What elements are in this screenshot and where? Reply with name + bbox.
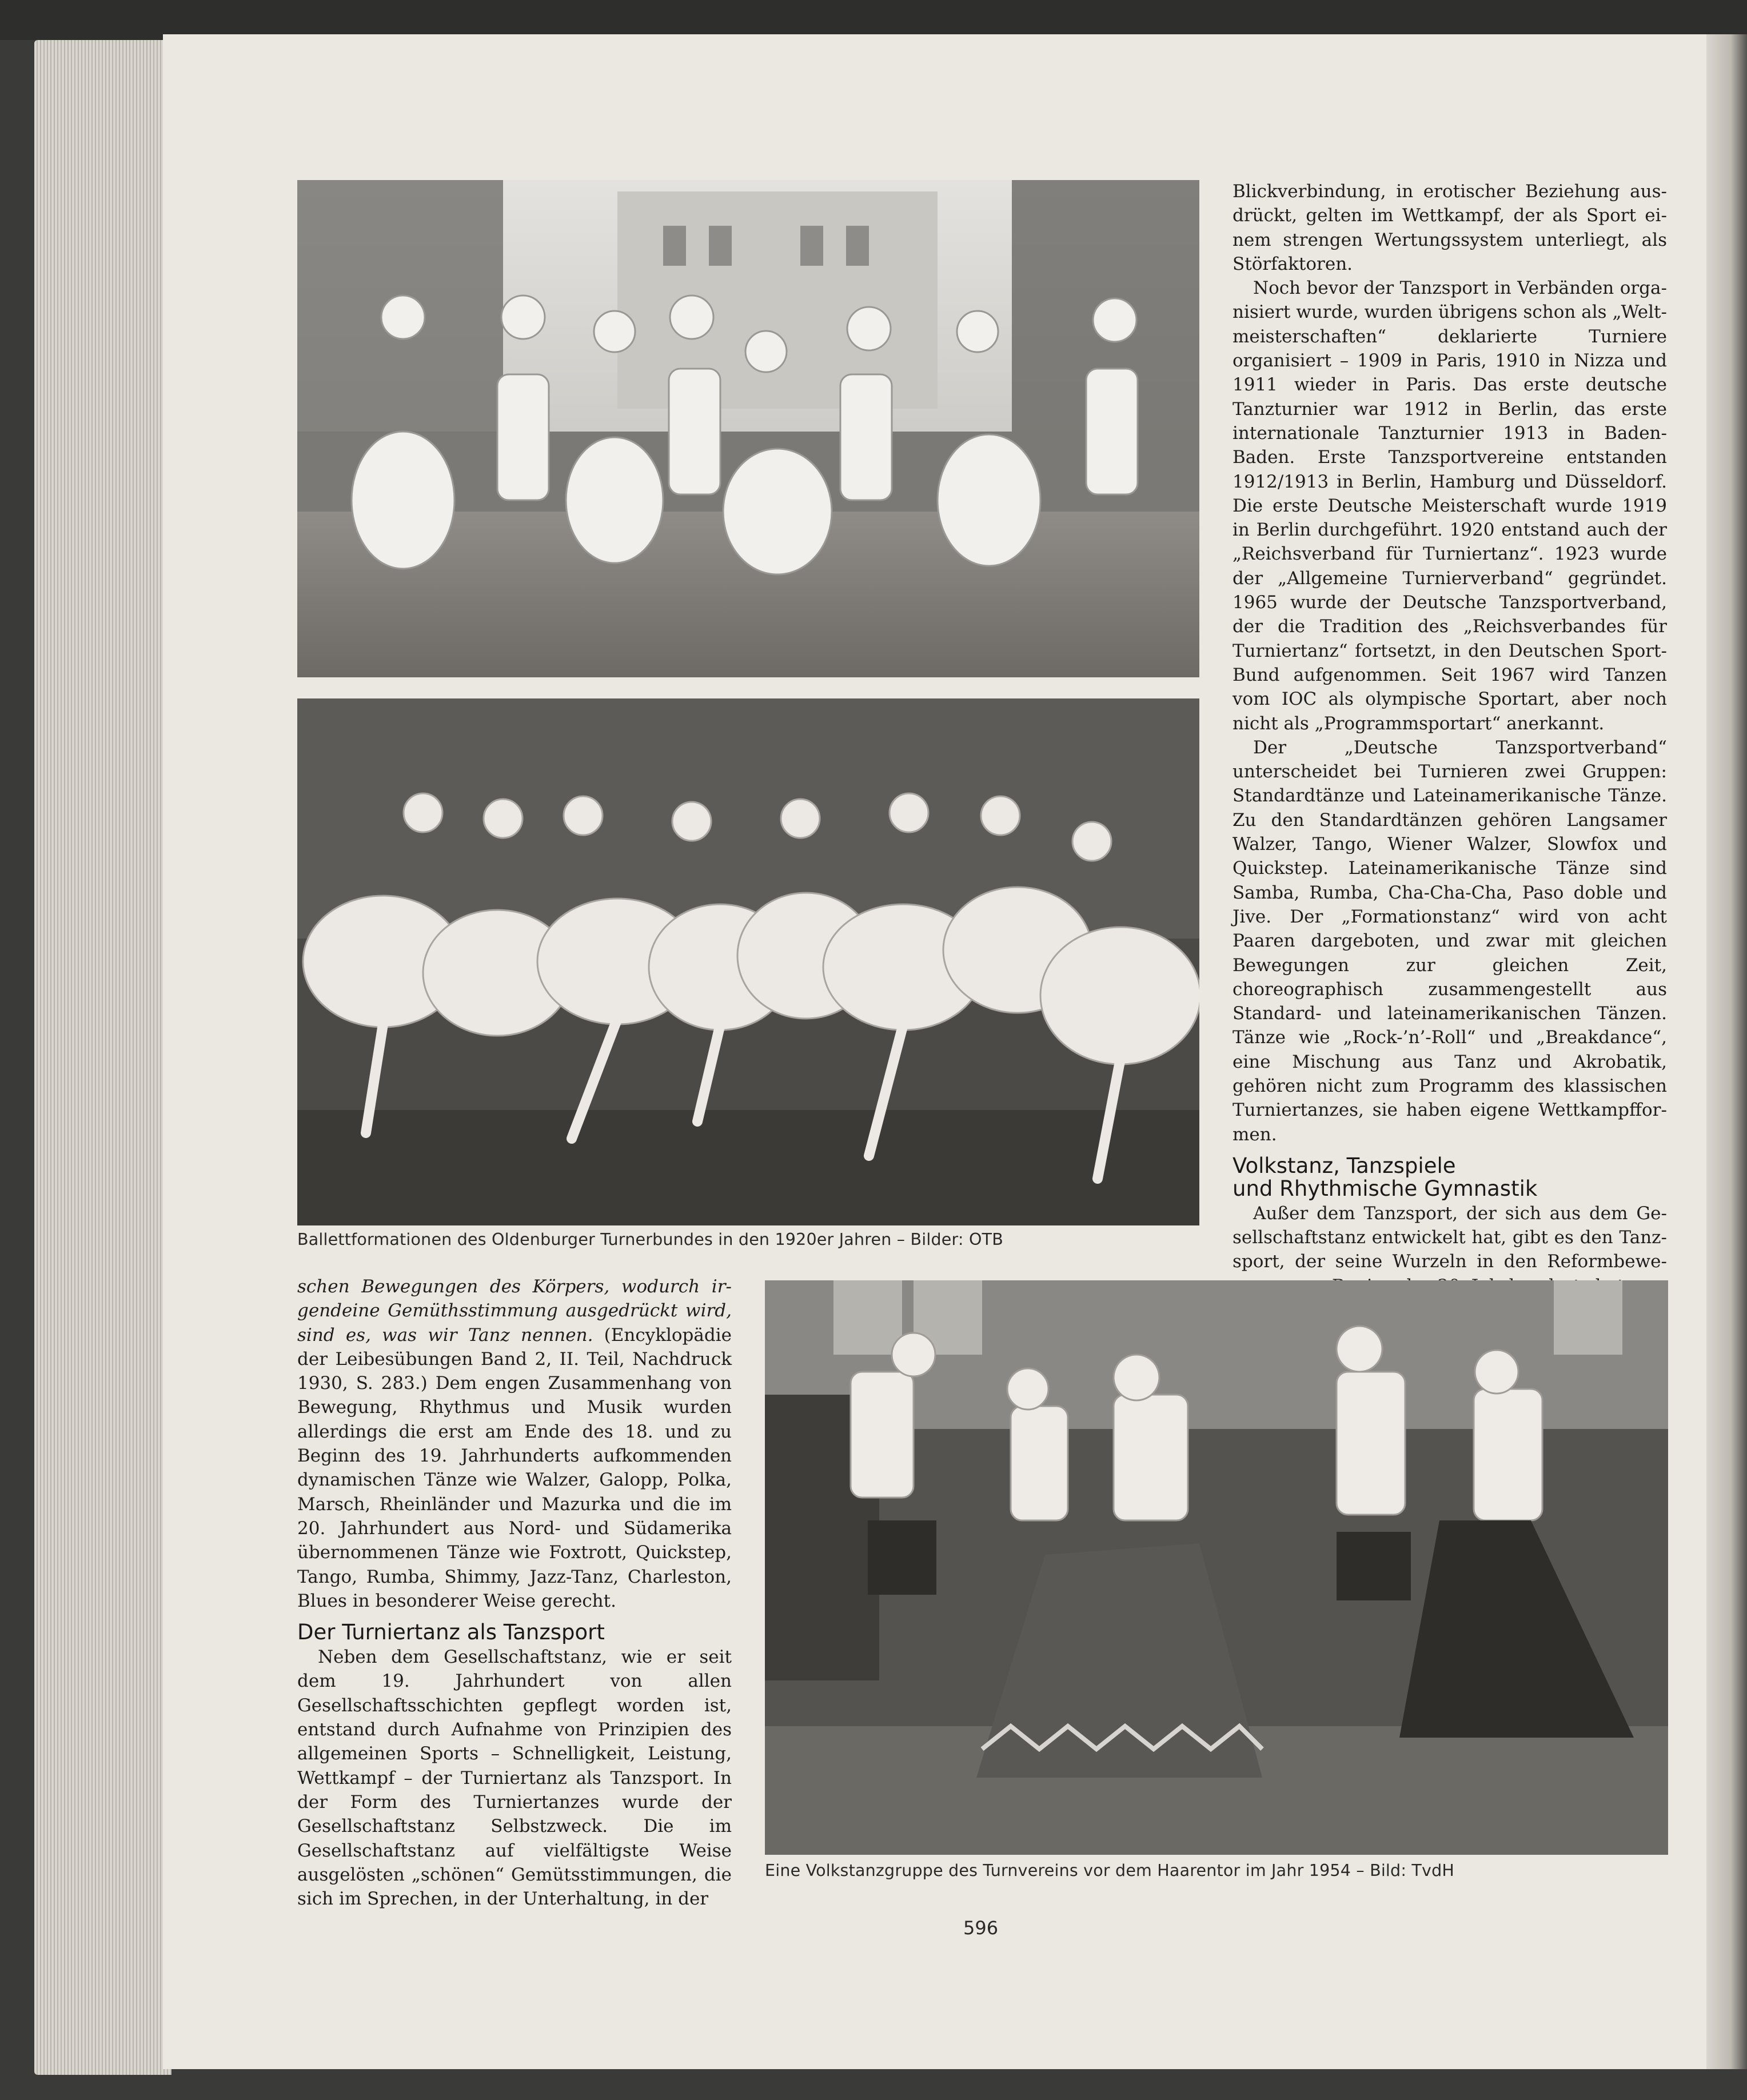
page-number: 596 bbox=[963, 1917, 999, 1939]
left-text-column bbox=[297, 1275, 732, 1911]
paragraph: Noch bevor der Tanzsport in Verbänden organisiert wurde, wurden übrigens schon als „Weltmeisterschaften“ deklarierte Turniere organisiert – 1909 in Paris, 1910 in Nizza und 1911 wieder in Paris. Das erste deutsche Tanzturnier war 1912 in Berlin, das erste internationale Tanzturnier 1913 in Baden-Baden. Erste Tanzsportvereine entstanden 1912/1913 in Berlin, Hamburg und Düsseldorf. Die erste Deutsche Meisterschaft wurde 1919 in Berlin durchgeführt. 1920 entstand auch der „Reichsverband für Turniertanz“. 1923 wurde der „Allgemeine Turnierverband“ gegründet. 1965 wurde der Deutsche Tanzsportverband, der die Tradition des „Reichsverbandes für Turniertanz“ fortsetzt, in den Deutschen Sport-Bund aufgenommen. Seit 1967 wird Tanzen vom IOC als olympische Sportart, aber noch nicht als „Programmsportart“ anerkannt. bbox=[1233, 278, 1667, 734]
paragraph: Neben dem Gesellschaftstanz, wie er seit dem 19. Jahrhundert von allen Gesellschaftsschichten gepflegt worden ist, entstand durch Aufnahme von Prinzipien des allgemeinen Sports – Schnelligkeit, Leistung, Wettkampf – der Turniertanz als Tanzsport. In der Form des Turniertanzes wurde der Gesellschaftstanz Selbstzweck. Die im Gesellschaftstanz auf vielfältigste Weise ausgelösten „schönen“ Gemütsstimmungen, die sich im Sprechen, in der Unterhaltung, in der bbox=[297, 1647, 732, 1910]
paragraph: Blickverbindung, in erotischer Beziehung ausdrückt, gelten im Wettkampf, der als Sport einem strengen Wertungssystem unterliegt, als Störfaktoren. bbox=[1233, 181, 1667, 274]
photo-ballet-formation-icon bbox=[297, 698, 1199, 1225]
quote-text: schen Bewegungen des Körpers, wodurch irgendeine Gemüthsstimmung ausgedrückt wird, sind es, was wir Tanz nennen. bbox=[297, 1276, 732, 1346]
photo-bottom-folk-dance bbox=[765, 1280, 1668, 1855]
photo-top-rococo-group bbox=[297, 180, 1199, 677]
caption-ballet: Ballettformationen des Oldenburger Turnerbundes in den 1920er Jahren – Bilder: OTB bbox=[297, 1230, 1003, 1249]
section-heading-volkstanz bbox=[1233, 1155, 1667, 1200]
right-text-column bbox=[1233, 179, 1667, 1298]
photo-folk-dance-group-icon bbox=[765, 1280, 1668, 1855]
paragraph bbox=[297, 1275, 732, 1613]
heading-line: Volkstanz, Tanzspiele bbox=[1233, 1153, 1456, 1178]
paragraph: Der „Deutsche Tanzsportverband“ unterscheidet bei Turnieren zwei Gruppen: Standardtänze und Lateinamerikanische Tänze. Zu den Standardtänzen gehören Langsamer Walzer, Tango, Wiener Walzer, Slowfox und Quickstep. Lateinamerikanische Tänze sind Samba, Rumba, Cha-Cha-Cha, Paso doble und Jive. Der „Formationstanz“ wird von acht Paaren dargeboten, und zwar mit gleichen Bewegungen zur gleichen Zeit, choreographisch zusammengestellt aus Standard- und lateinamerikanischen Tänzen. Tänze wie „Rock-’n’-Roll“ und „Breakdance“, eine Mischung aus Tanz und Akrobatik, gehören nicht zum Programm des klassischen Turniertanzes, sie haben eigene Wettkampfformen. bbox=[1233, 737, 1667, 1145]
section-heading-turniertanz: Der Turniertanz als Tanzsport bbox=[297, 1620, 605, 1645]
paragraph-text: (Encyklopädie der Leibesübungen Band 2, II. Teil, Nachdruck 1930, S. 283.) Dem engen Zusammenhang von Bewegung, Rhythmus und Musik wurden allerdings die erst am Ende des 18. und zu Beginn des 19. Jahrhunderts aufkommenden dynamischen Tänze wie Walzer, Galopp, Polka, Marsch, Rheinländer und Mazurka und die im 20. Jahrhundert aus Nord- und Südamerika übernommenen Tänze wie Foxtrott, Quickstep, Tango, Rumba, Shimmy, Jazz-Tanz, Charleston, Blues in besonderer Weise gerecht. bbox=[297, 1324, 732, 1611]
heading-line: und Rhythmische Gymnastik bbox=[1233, 1176, 1538, 1201]
gutter-shadow bbox=[1706, 34, 1747, 2069]
paragraph: Außer dem Tanzsport, der sich aus dem Gesellschaftstanz entwickelt hat, gibt es den Tanzsport, der seine Wurzeln in den Reformbewe bbox=[1233, 1203, 1667, 1272]
photo-rococo-costume-group-icon bbox=[297, 180, 1199, 677]
photo-middle-ballet-formation bbox=[297, 698, 1199, 1225]
caption-folk-dance: Eine Volkstanzgruppe des Turnvereins vor dem Haarentor im Jahr 1954 – Bild: TvdH bbox=[765, 1861, 1454, 1880]
book-page-edges bbox=[34, 40, 171, 2075]
